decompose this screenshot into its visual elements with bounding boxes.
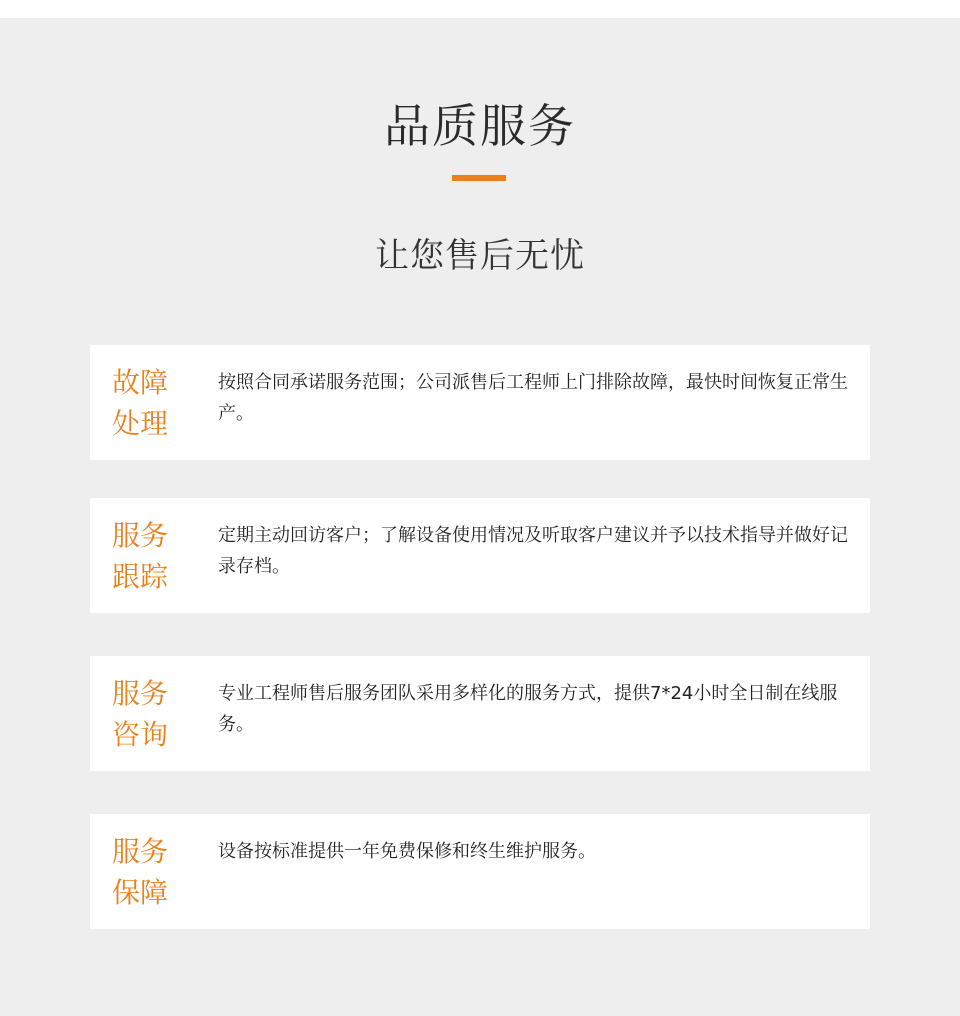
page-subtitle: 让您售后无忧 xyxy=(375,236,585,276)
title-underline xyxy=(452,175,506,181)
service-card-label xyxy=(112,515,176,597)
label-line: 服务 xyxy=(112,835,169,868)
label-line: 跟踪 xyxy=(112,560,169,593)
service-card-tracking xyxy=(90,498,870,613)
service-card-description: 专业工程师售后服务团队采用多样化的服务方式，提供7*24小时全日制在线服务。 xyxy=(218,683,838,735)
service-card-description: 设备按标准提供一年免费保修和终生维护服务。 xyxy=(218,841,596,862)
label-line: 处理 xyxy=(112,407,169,440)
service-card-consulting xyxy=(90,656,870,771)
label-line: 服务 xyxy=(112,519,169,552)
service-card-guarantee xyxy=(90,814,870,929)
page-title: 品质服务 xyxy=(384,99,576,153)
service-card-description: 定期主动回访客户；了解设备使用情况及听取客户建议并予以技术指导并做好记录存档。 xyxy=(218,525,848,577)
label-line: 故障 xyxy=(112,366,169,399)
label-line: 保障 xyxy=(112,876,169,909)
service-card-description: 按照合同承诺服务范围；公司派售后工程师上门排除故障，最快时间恢复正常生产。 xyxy=(218,372,848,424)
service-card-label xyxy=(112,673,176,755)
label-line: 服务 xyxy=(112,677,169,710)
label-line: 咨询 xyxy=(112,718,169,751)
service-card-fault-handling xyxy=(90,345,870,460)
service-card-label xyxy=(112,831,176,913)
service-card-label xyxy=(112,362,176,444)
